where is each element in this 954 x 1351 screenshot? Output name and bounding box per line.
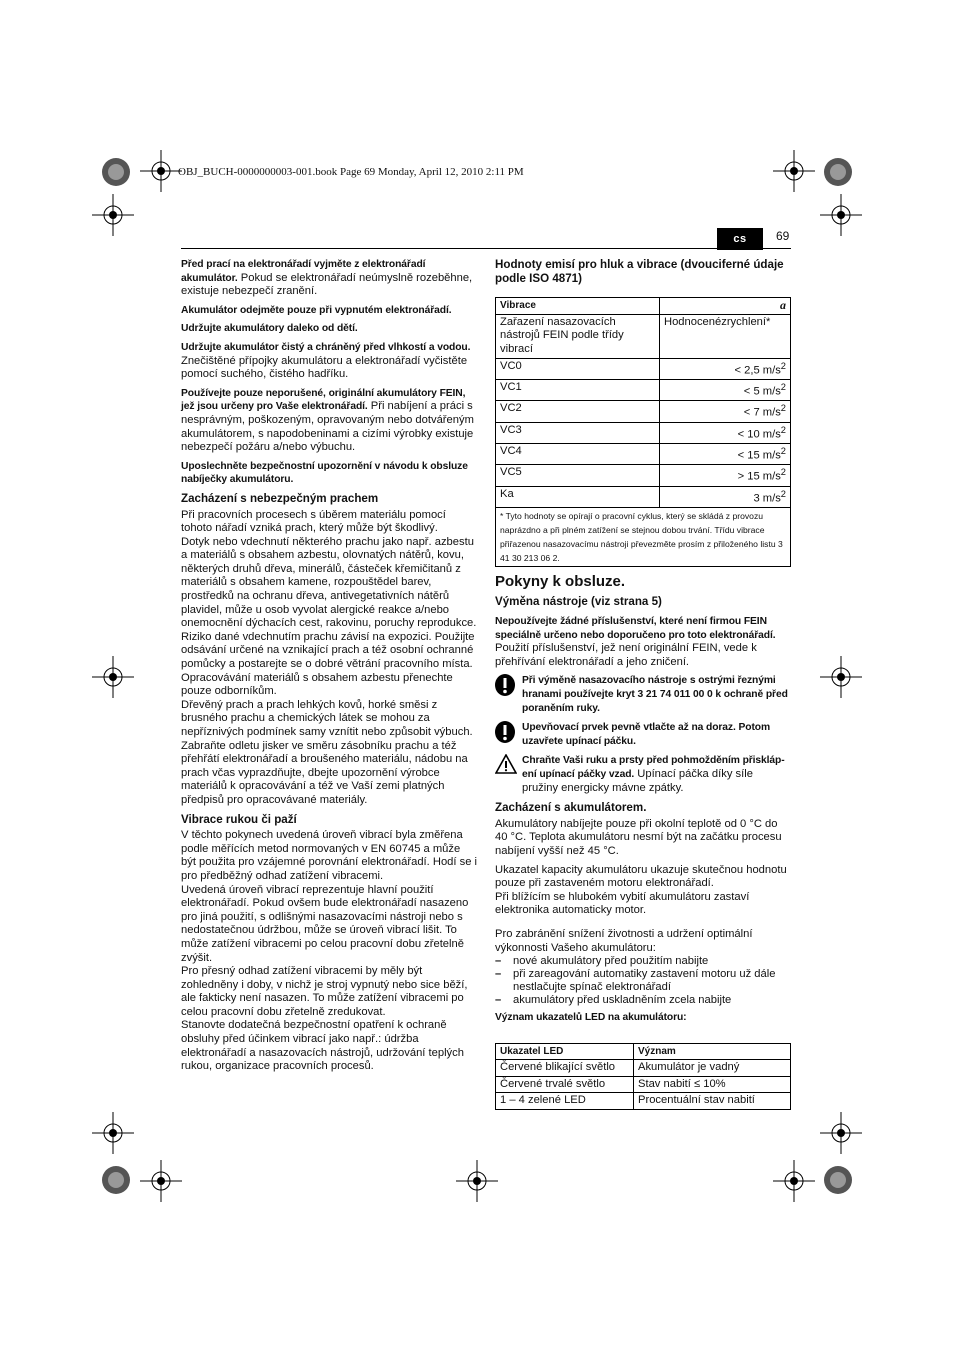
warning-triangle-icon (495, 754, 517, 795)
table-cell: < 15 $m/s^2$ (660, 443, 791, 464)
battery-list (495, 955, 791, 1007)
table-cell: 1 – 4 zelené LED (496, 1093, 634, 1110)
left-column (181, 258, 477, 1074)
crosshair-icon (92, 656, 134, 698)
dust-heading: Zacházení s nebezpečným prachem (181, 491, 379, 505)
caution-note (495, 754, 791, 795)
warning-text: Upevňovací prvek pevně vtlačte až na doraz. Potom uzavřete upínací páčku. (522, 722, 771, 747)
dust-paragraph-3: Opracovávání materiálů s obsahem azbestu přenechte pouze odborníkům. (181, 671, 453, 698)
warning-note (495, 721, 791, 748)
dust-paragraph-1: Při pracovních procesech s úběrem materiálu pomocí tohoto nářadí vzniká prach, který může být škodlivý. (181, 508, 446, 535)
exclamation-icon (495, 674, 517, 715)
table-row (496, 401, 791, 422)
led-table (495, 1043, 791, 1110)
crosshair-icon (456, 1160, 498, 1202)
tool-change-heading: Výměna nástroje (viz strana 5) (495, 595, 662, 609)
vibration-class-value: Hodnocenézrychlení* (660, 314, 791, 358)
vibration-paragraph-1: V těchto pokynech uvedená úroveň vibrací byla změřena podle měřících metod normovaných v EN 60745 a může být použita pro vzájemné porovnání elektronářadí. Hodí se i pro předběžný odhad zatížení vibracemi. (181, 829, 478, 882)
crosshair-icon (820, 194, 862, 236)
accessories-paragraph: Nepoužívejte žádné příslušenství, které není firmou FEIN speciálně určeno nebo doporučeno pro toto elektronářadí. Použití příslušenství, jež není originální FEIN, vede k přehřívání elektronářadí a jeho zničení. (495, 616, 776, 668)
table-cell: Procentuální stav nabití (634, 1093, 791, 1110)
exclamation-icon (495, 721, 517, 748)
header-rule (181, 248, 791, 249)
emissions-heading: Hodnoty emisí pro hluk a vibrace (dvouciferné údaje podle ISO 4871) (495, 258, 784, 285)
table-cell: Ka (496, 486, 660, 507)
crosshair-icon (140, 1160, 182, 1202)
vibration-class-label: Zařazení nasazovacích nástrojů FEIN podle třídy vibrací (496, 314, 660, 358)
table-cell: VC2 (496, 401, 660, 422)
table-cell: < 7 $m/s^2$ (660, 401, 791, 422)
table-row (496, 1076, 791, 1093)
battery-original-paragraph: Používejte pouze neporušené, originální akumulátory FEIN, jež jsou určeny pro Vaše elektronářadí. Při nabíjení a práci s nesprávným, poškozeným, opravovaným nebo dotvářeným akumulátorem, s napodobeninami a cizími výrobky existuje nebezpečí požáru a/nebo výbuchu. (181, 387, 474, 454)
right-column (495, 258, 791, 1110)
warning-note (495, 674, 791, 715)
table-cell: Akumulátor je vadný (634, 1060, 791, 1077)
crosshair-icon (92, 1112, 134, 1154)
crosshair-icon (140, 150, 182, 192)
charger-safety-paragraph: Uposlechněte bezpečnostní upozornění v návodu k obsluze nabíječky akumulátoru. (181, 460, 468, 486)
table-row (496, 358, 791, 379)
led-table-header: Význam (634, 1043, 791, 1060)
battery-paragraph-4: Pro zabránění snížení životnosti a udržení optimální výkonnosti Vašeho akumulátoru: (495, 927, 753, 954)
dust-paragraph-2: Dotyk nebo vdechnutí některého prachu jako např. azbestu a materiálů s obsahem azbestu, olovnatých nátěrů, kovu, některých druhů dřeva, minerálů, částeček křemičitanů z materiálů s obsahem kamene, rozpouštědel barev, prostředků na ochranu dřeva, antivegetativních nátěrů plavidel, může u osob vyvolat alergické reakce a/nebo onemocnění dýchacích cest, rakovinu, poruchy reprodukce. Riziko dané vdechnutím prachu závisí na expozici. Použijte odsávání určené na vznikající prach a též osobní ochranné pomůcky a postarejte se o dobré větrání pracovního místa. (181, 535, 477, 671)
table-cell: < 5 $m/s^2$ (660, 379, 791, 400)
list-item: – nové akumulátory před použitím nabijte (495, 955, 709, 968)
vibration-table-note: * Tyto hodnoty se opírají o pracovní cyklus, který se skládá z provozu naprázdno a při plném zatížení se stejnou dobou trvání. Třídu vibrace přiřazenou nasazovacímu nástroji převezměte prosím z přiloženého listu 3 41 30 213 06 2. (496, 507, 791, 566)
language-tab: cs (717, 228, 763, 250)
battery-children-paragraph: Udržujte akumulátory daleko od dětí. (181, 323, 358, 335)
crosshair-icon (773, 1160, 815, 1202)
registration-mark-icon (100, 156, 132, 188)
battery-remove-paragraph: Před prací na elektronářadí vyjměte z elektronářadí akumulátor. Pokud se elektronářadí neúmyslně rozeběhne, existuje nebezpečí zranění. (181, 259, 473, 298)
table-row (496, 486, 791, 507)
caution-text: Chraňte Vaši ruku a prsty před pohmožděním přisklápení upínací páčky vzad. Upínací páčka díky síle pružiny energicky mávne zpátky. (522, 755, 785, 794)
vibration-heading: Vibrace rukou či paží (181, 812, 297, 826)
table-row (496, 1060, 791, 1077)
table-cell: Stav nabití ≤ 10% (634, 1076, 791, 1093)
operating-instructions-heading: Pokyny k obsluze. (495, 572, 626, 590)
table-cell: VC4 (496, 443, 660, 464)
vibration-table-header: a (660, 298, 791, 315)
led-table-header: Ukazatel LED (496, 1043, 634, 1060)
registration-mark-icon (822, 156, 854, 188)
list-item: – akumulátory před uskladněním zcela nabijte (495, 994, 732, 1007)
table-cell: 3 $m/s^2$ (660, 486, 791, 507)
vibration-paragraph-4: Stanovte dodatečná bezpečnostní opatření k ochraně obsluhy před účinkem vibrací jako např.: údržba elektronářadí a nasazovacích nástrojů, udržování teplých rukou, organizace pracovních procesů. (181, 1019, 464, 1073)
table-cell: > 15 $m/s^2$ (660, 465, 791, 486)
dust-paragraph-4: Dřevěný prach a prach lehkých kovů, horké směsi z brusného prachu a chemických látek se mohou za nepříznivých podmínek samy vznítit nebo způsobit výbuch. Zabraňte odletu jisker ve směru zásobníku prachu a též přehřátí elektronářadí a broušeného materiálu, nádobu na prach včas vyprazdňujte, dbejte upozornění výrobce materiálů k opracovávání a též ve Vaší zemi platných předpisů pro opracovávané materiály. (181, 698, 473, 806)
table-cell: VC3 (496, 422, 660, 443)
led-heading: Význam ukazatelů LED na akumulátoru: (495, 1012, 687, 1024)
table-cell: VC0 (496, 358, 660, 379)
crosshair-icon (92, 194, 134, 236)
crosshair-icon (820, 1112, 862, 1154)
table-row (496, 443, 791, 464)
registration-mark-icon (100, 1164, 132, 1196)
table-row (496, 422, 791, 443)
vibration-paragraph-2: Uvedená úroveň vibrací reprezentuje hlavní použití elektronářadí. Pokud ovšem bude elektronářadí nasazeno pro jiná použití, s odlišnými nasazovacími nástroji nebo s nedostatečnou údržbou, může se úroveň vibrací lišit. To může zatížení vibracemi po celou pracovní dobu zřetelně zvýšit. (181, 883, 469, 964)
vibration-paragraph-3: Pro přesný odhad zatížení vibracemi by měly být zohledněny i doby, v nichž je stroj vypnutý nebo sice běží, ale fakticky není nasazen. To může zatížení vibracemi po celou pracovní dobu zřetelně zredukovat. (181, 965, 468, 1018)
battery-paragraph-1: Akumulátory nabíjejte pouze při okolní teplotě od 0 °C do 40 °C. Teplota akumulátoru nesmí být na začátku procesu nabíjení vyšší než 45 °C. (495, 817, 782, 857)
crosshair-icon (773, 150, 815, 192)
table-row (496, 379, 791, 400)
registration-mark-icon (822, 1164, 854, 1196)
list-item: – při zareagování automatiky zastavení motoru už dále nestlačujte spínač elektronářadí (495, 968, 776, 994)
table-row (496, 1093, 791, 1110)
table-cell: Červené trvalé světlo (496, 1076, 634, 1093)
battery-paragraph-3: Při blížícím se hlubokém vybití akumulátoru zastaví elektronika automaticky motor. (495, 890, 750, 917)
battery-clean-paragraph: Udržujte akumulátor čistý a chráněný před vlhkostí a vodou. Znečištěné přípojky akumulátoru a elektronářadí vyčistěte pomocí suchého, čistého hadříku. (181, 341, 471, 381)
battery-handling-heading: Zacházení s akumulátorem. (495, 801, 647, 815)
crosshair-icon (820, 656, 862, 698)
table-cell: < 2,5 $m/s^2$ (660, 358, 791, 379)
page-number: 69 (776, 229, 790, 243)
table-row (496, 465, 791, 486)
battery-off-paragraph: Akumulátor odejměte pouze při vypnutém elektronářadí. (181, 304, 452, 316)
table-cell: VC1 (496, 379, 660, 400)
vibration-table (495, 297, 791, 567)
warning-text: Při výměně nasazovacího nástroje s ostrými řeznými hranami používejte kryt 3 21 74 011 00 0 k ochraně před poraněním ruky. (522, 675, 788, 714)
table-cell: Červené blikající světlo (496, 1060, 634, 1077)
table-cell: VC5 (496, 465, 660, 486)
battery-paragraph-2: Ukazatel kapacity akumulátoru ukazuje skutečnou hodnotu pouze při zastaveném motoru elektronářadí. (495, 863, 787, 890)
table-cell: < 10 $m/s^2$ (660, 422, 791, 443)
vibration-table-header: Vibrace (496, 298, 660, 315)
file-info: OBJ_BUCH-0000000003-001.book Page 69 Monday, April 12, 2010 2:11 PM (178, 166, 524, 178)
